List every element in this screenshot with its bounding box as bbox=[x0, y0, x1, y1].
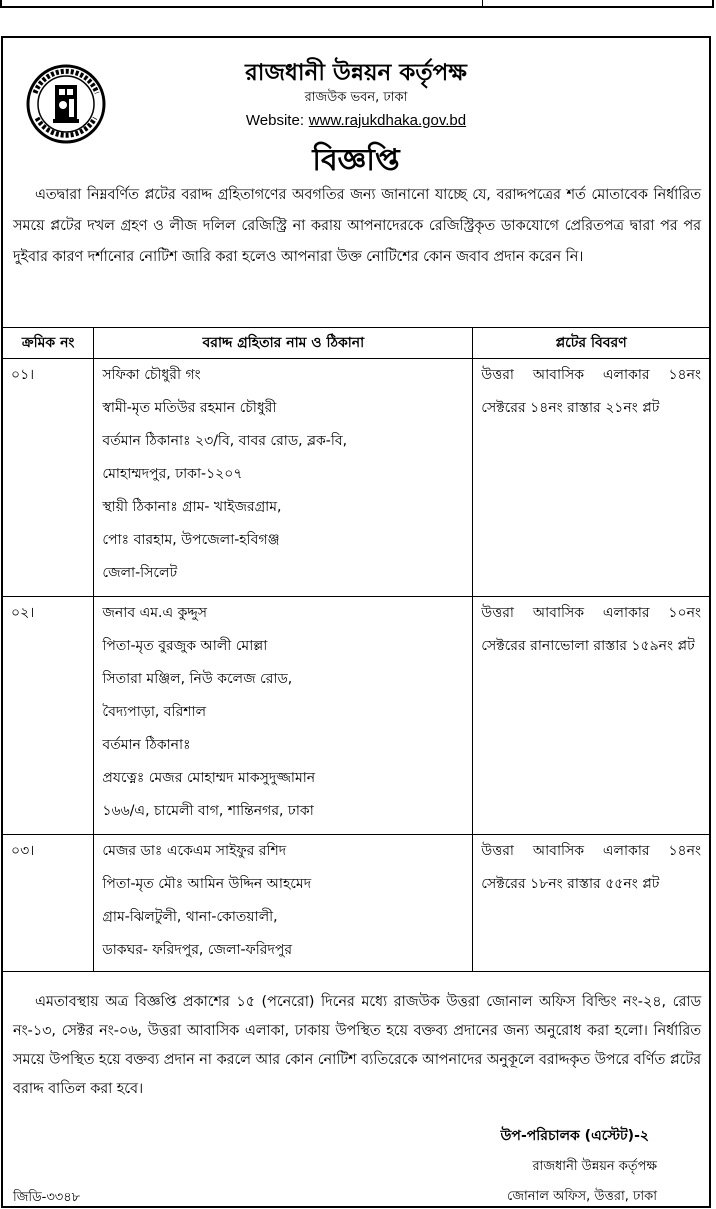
allottee-table bbox=[3, 327, 709, 972]
address-line: মেজর ডাঃ একেএম সাইফুর রশিদ bbox=[102, 843, 287, 859]
previous-ad-divider bbox=[482, 0, 483, 8]
plot-details-cell: উত্তরা আবাসিক এলাকার ১৪নং সেক্টরের ১৮নং রাস্তার ৫৫নং প্লট bbox=[473, 835, 709, 972]
website-line bbox=[3, 111, 709, 129]
name-address-cell bbox=[94, 597, 473, 835]
address-line: পিতা-মৃত মৌঃ আমিন উদ্দিন আহমেদ bbox=[102, 876, 312, 892]
address-line: পিতা-মৃত বুরজুক আলী মোল্লা bbox=[102, 638, 268, 654]
address-line: সিতারা মঞ্জিল, নিউ কলেজ রোড, bbox=[102, 671, 293, 687]
table-row bbox=[3, 835, 709, 972]
address-line: প্রযত্নেঃ মেজর মোহাম্মদ মাকসুদুজ্জামান bbox=[102, 770, 316, 786]
table-row bbox=[3, 597, 709, 835]
signatory-organization: রাজধানী উন্নয়ন কর্তৃপক্ষ bbox=[532, 1159, 657, 1174]
notice-title: বিজ্ঞপ্তি bbox=[312, 143, 400, 178]
header-serial: ক্রমিক নং bbox=[3, 328, 94, 359]
serial-cell: ০২। bbox=[3, 597, 94, 835]
address-line: বর্তমান ঠিকানাঃ bbox=[102, 737, 191, 753]
address-line: স্থায়ী ঠিকানাঃ গ্রাম- খাইজরগ্রাম, bbox=[102, 499, 282, 515]
serial-cell: ০৩। bbox=[3, 835, 94, 972]
table-header-row bbox=[3, 328, 709, 359]
address-line: জনাব এম.এ কুদ্দুস bbox=[102, 605, 207, 621]
intro-paragraph: এতদ্বারা নিম্নবর্ণিত প্লটের বরাদ্দ গ্রহিতাগণের অবগতির জন্য জানানো যাচ্ছে যে, বরাদ্দপত্রের শর্ত মোতাবেক নির্ধারিত সময়ে প্লটের দখল গ্রহণ ও লীজ দলিল রেজিস্ট্রি না করায় আপনাদেরকে রেজিস্ট্রিকৃত ডাকযোগে প্রেরিতপত্র দ্বারা পর পর দুইবার কারণ দর্শানোর নোটিশ জারি করা হলেও আপনারা উক্ত নোটিশের কোন জবাব প্রদান করেন নি। bbox=[13, 187, 701, 265]
address-line: ১৬৬/এ, চামেলী বাগ, শান্তিনগর, ঢাকা bbox=[102, 803, 314, 819]
previous-ad-border bbox=[0, 0, 714, 8]
name-address-cell bbox=[94, 359, 473, 597]
address-line: মোহাম্মদপুর, ঢাকা-১২০৭ bbox=[102, 466, 243, 482]
address-line: ডাকঘর- ফরিদপুর, জেলা-ফরিদপুর bbox=[102, 942, 293, 958]
closing-paragraph: এমতাবস্থায় অত্র বিজ্ঞপ্তি প্রকাশের ১৫ (পনেরো) দিনের মধ্যে রাজউক উত্তরা জোনাল অফিস বিল্ডিং নং-২৪, রোড নং-১৩, সেক্টর নং-০৬, উত্তরা আবাসিক এলাকা, ঢাকায় উপস্থিত হয়ে বক্তব্য প্রদানের জন্য অনুরোধ করা হলো। নির্ধারিত সময়ে উপস্থিত হয়ে বক্তব্য প্রদান না করলে আর কোন নোটিশ ব্যতিরেকে আপনাদের অনুকূলে বরাদ্দকৃত উপরে বর্ণিত প্লটের বরাদ্দ বাতিল করা হবে। bbox=[13, 994, 701, 1097]
website-label: Website: bbox=[245, 112, 304, 129]
address-line: জেলা-সিলেট bbox=[102, 565, 178, 581]
plot-details-cell: উত্তরা আবাসিক এলাকার ১৪নং সেক্টরের ১৪নং রাস্তার ২১নং প্লট bbox=[473, 359, 709, 597]
org-title: রাজধানী উন্নয়ন কর্তৃপক্ষ bbox=[245, 60, 467, 86]
table-row bbox=[3, 359, 709, 597]
name-address-cell bbox=[94, 835, 473, 972]
notice-frame bbox=[1, 36, 711, 1208]
address-line: বৈদ্যপাড়া, বরিশাল bbox=[102, 704, 207, 720]
header-name-address: বরাদ্দ গ্রহিতার নাম ও ঠিকানা bbox=[94, 328, 473, 359]
address-line: বর্তমান ঠিকানাঃ ২৩/বি, বাবর রোড, ব্লক-বি, bbox=[102, 433, 348, 449]
signatory-office: জোনাল অফিস, উত্তরা, ঢাকা bbox=[507, 1189, 657, 1204]
address-line: পোঃ বারহাম, উপজেলা-হবিগঞ্জ bbox=[102, 532, 280, 548]
address-line: স্বামী-মৃত মতিউর রহমান চৌধুরী bbox=[102, 400, 277, 416]
org-address: রাজউক ভবন, ঢাকা bbox=[304, 90, 408, 105]
plot-details-cell: উত্তরা আবাসিক এলাকার ১০নং সেক্টরের রানাভোলা রাস্তার ১৫৯নং প্লট bbox=[473, 597, 709, 835]
header-plot-details: প্লটের বিবরণ bbox=[473, 328, 709, 359]
address-line: সফিকা চৌধুরী গং bbox=[102, 367, 201, 383]
address-line: গ্রাম-ঝিলটুলী, থানা-কোতয়ালী, bbox=[102, 909, 278, 925]
gd-number: জিডি-৩৩৪৮ bbox=[13, 1190, 81, 1205]
website-link[interactable]: www.rajukdhaka.gov.bd bbox=[308, 112, 467, 129]
serial-cell: ০১। bbox=[3, 359, 94, 597]
signatory-designation: উপ-পরিচালক (এস্টেট)-২ bbox=[500, 1128, 649, 1144]
